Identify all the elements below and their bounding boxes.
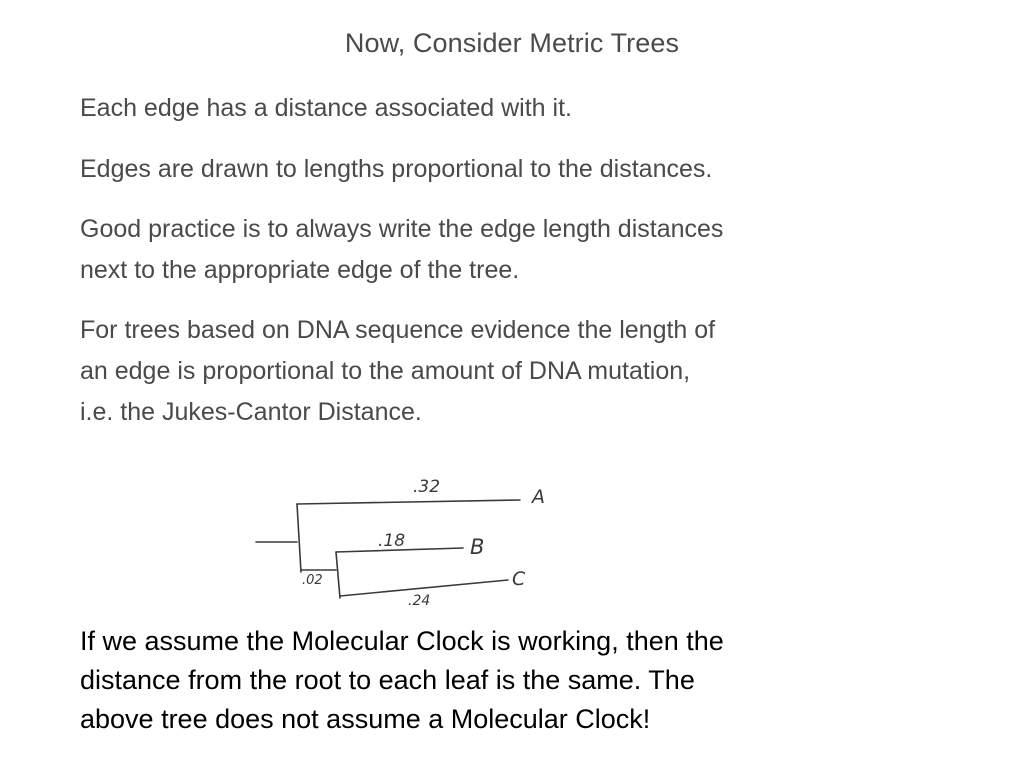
leaf-label-b: B bbox=[470, 535, 485, 559]
leaf-label-c: C bbox=[512, 568, 526, 590]
edge-label-c: .24 bbox=[408, 593, 431, 609]
caption-molecular-clock: If we assume the Molecular Clock is working, then the distance from the root to each leaf is the same. The above tree does not assume a Molecular Clock! bbox=[80, 626, 724, 734]
root-vertical bbox=[297, 504, 301, 572]
metric-tree-diagram bbox=[240, 466, 580, 616]
leaf-label-a: A bbox=[532, 486, 545, 508]
paragraph-edge-lengths: Edges are drawn to lengths proportional to the distances. bbox=[80, 155, 713, 183]
edge-label-bc: .02 bbox=[302, 573, 323, 588]
bc-vertical bbox=[336, 552, 340, 598]
edge-label-b: .18 bbox=[378, 531, 406, 551]
paragraph-good-practice: Good practice is to always write the edge length distances next to the appropriate edge of the tree. bbox=[80, 215, 724, 284]
edge-a bbox=[297, 500, 520, 504]
paragraph-edge-distance: Each edge has a distance associated with it. bbox=[80, 94, 572, 122]
slide-title: Now, Consider Metric Trees bbox=[344, 28, 680, 58]
paragraph-dna-evidence: For trees based on DNA sequence evidence the length of an edge is proportional to the amount of DNA mutation, i.e. the Jukes-Cantor Distance. bbox=[80, 316, 716, 426]
metric-tree-svg bbox=[240, 466, 580, 616]
edge-label-a: .32 bbox=[413, 477, 441, 497]
